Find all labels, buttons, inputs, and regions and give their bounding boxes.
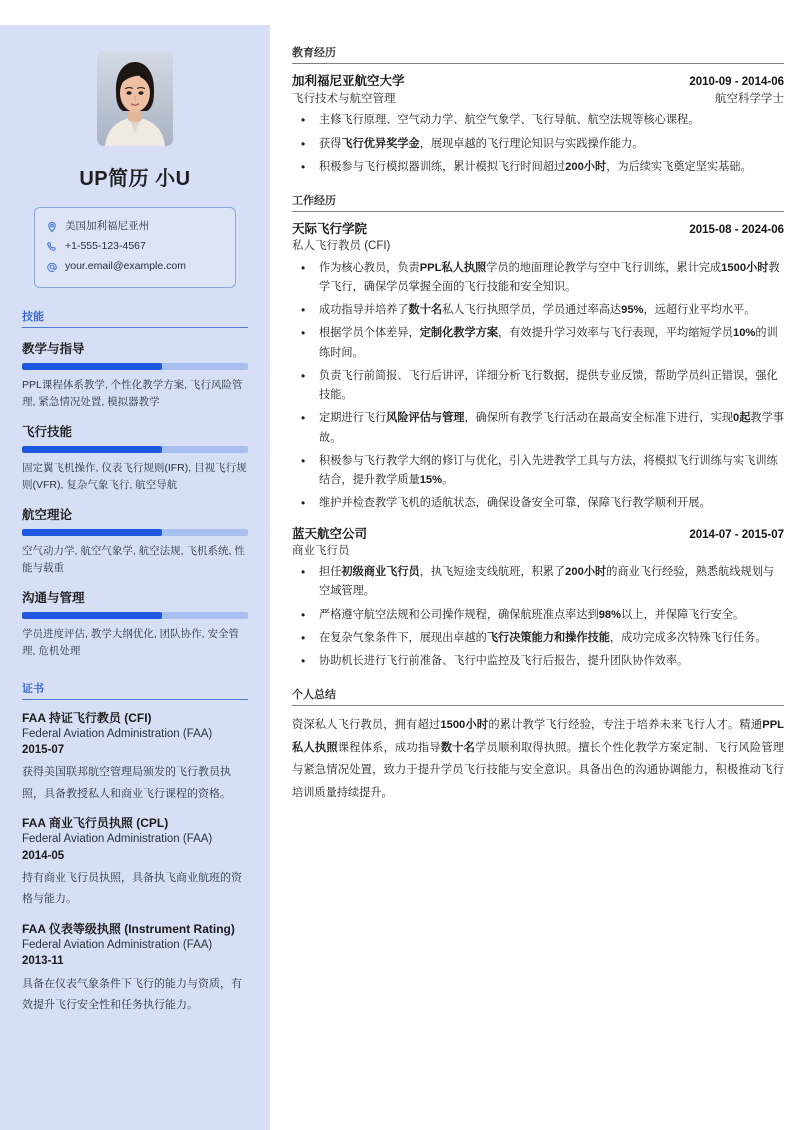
education-section-title: 教育经历	[292, 44, 784, 64]
certificate-description: 持有商业飞行员执照，具备执飞商业航班的资格与能力。	[22, 872, 242, 906]
degree-name: 航空科学学士	[715, 93, 784, 106]
skill-progress-fill	[22, 612, 162, 619]
contact-location-text: 美国加利福尼亚州	[65, 220, 149, 232]
bullet-item: • 定期进行飞行风险评估与管理，确保所有教学飞行活动在最高安全标准下进行，实现0起教学事故。	[292, 409, 784, 448]
certificates-section-title: 证书	[22, 680, 248, 700]
avatar	[97, 51, 173, 146]
education-date: 2010-09 - 2014-06	[689, 76, 784, 88]
job-title: 私人飞行教员 (CFI)	[292, 240, 391, 253]
skill-progress-fill	[22, 446, 162, 453]
skill-description: 固定翼飞机操作, 仪表飞行规则(IFR), 目视飞行规则(VFR), 复杂气象飞行, 航空导航	[22, 461, 247, 491]
certificate-org: Federal Aviation Administration (FAA)	[22, 727, 213, 740]
certificate-description: 具备在仪表气象条件下飞行的能力与资质，有效提升飞行安全性和任务执行能力。	[22, 977, 242, 1012]
contact-email[interactable]	[46, 257, 224, 277]
avatar-container	[22, 25, 248, 146]
skill-progress-fill	[22, 363, 162, 370]
summary-text: 资深私人飞行教员，拥有超过1500小时的累计教学飞行经验，专注于培养未来飞行人才。精通PPL私人执照课程体系，成功指导数十名学员顺利取得执照。擅长个性化教学方案定制、飞行风险管理与紧急情况处置，致力于提升学员飞行技能与安全意识。具备出色的沟通协调能力，积极推动飞行培训质量持续提升。	[292, 719, 784, 799]
certificate-item	[22, 710, 248, 806]
education-section	[292, 44, 784, 177]
bullet-item: • 维护并检查教学飞机的适航状态，确保设备安全可靠，保障飞行教学顺利开展。	[292, 494, 784, 513]
bullet-item: • 担任初级商业飞行员，执飞短途支线航班，积累了200小时的商业飞行经验，熟悉航线规划与空域管理。	[292, 563, 784, 602]
experience-entry-header	[292, 220, 784, 238]
skill-name: 教学与指导	[22, 341, 85, 356]
skill-progress-bar	[22, 363, 248, 370]
certificate-item	[22, 815, 248, 911]
experience-entry-header	[292, 525, 784, 543]
contact-phone-text: +1-555-123-4567	[65, 239, 146, 252]
portrait-photo-icon	[97, 51, 173, 146]
certificate-org: Federal Aviation Administration (FAA)	[22, 833, 213, 846]
company-name: 蓝天航空公司	[292, 526, 368, 541]
experience-entry	[292, 220, 784, 514]
certificate-name: FAA 商业飞行员执照 (CPL)	[22, 816, 169, 831]
certificate-name: FAA 持证飞行教员 (CFI)	[22, 710, 152, 725]
bullet-item: • 负责飞行前简报、飞行后讲评，详细分析飞行数据，提供专业反馈，帮助学员纠正错误，强化技能。	[292, 367, 784, 406]
experience-bullets	[292, 259, 784, 514]
education-entry-subheader	[292, 90, 784, 108]
certificate-item	[22, 921, 248, 1017]
certificate-name: FAA 仪表等级执照 (Instrument Rating)	[22, 921, 235, 936]
school-name: 加利福尼亚航空大学	[292, 74, 405, 88]
education-entry	[292, 72, 784, 177]
skill-progress-bar	[22, 612, 248, 619]
skill-description: PPL课程体系教学, 个性化教学方案, 飞行风险管理, 紧急情况处置, 模拟器教学	[22, 378, 243, 408]
skill-description: 学员进度评估, 教学大纲优化, 团队协作, 安全管理, 危机处理	[22, 627, 240, 657]
certificate-date: 2015-07	[22, 744, 65, 757]
skill-description: 空气动力学, 航空气象学, 航空法规, 飞机系统, 性能与载重	[22, 544, 245, 574]
major-name: 飞行技术与航空管理	[292, 93, 396, 106]
sidebar	[0, 25, 270, 1130]
contact-phone[interactable]	[46, 237, 224, 257]
bullet-item: • 成功指导并培养了数十名私人飞行执照学员，学员通过率高达95%，远超行业平均水平。	[292, 301, 784, 320]
company-name: 天际飞行学院	[292, 222, 368, 237]
skill-name: 沟通与管理	[22, 590, 85, 605]
skill-name: 航空理论	[22, 507, 73, 522]
skill-progress-fill	[22, 529, 162, 536]
contact-email-text: your.email@example.com	[65, 259, 186, 272]
experience-entry-subheader	[292, 238, 784, 255]
bullet-item: • 积极参与飞行模拟器训练，累计模拟飞行时间超过200小时，为后续实飞奠定坚实基础。	[292, 158, 784, 177]
bullet-item: • 主修飞行原理、空气动力学、航空气象学、飞行导航、航空法规等核心课程。	[292, 111, 784, 130]
bullet-item: • 获得飞行优异奖学金，展现卓越的飞行理论知识与实践操作能力。	[292, 135, 784, 154]
skill-item	[22, 505, 248, 577]
summary-section	[292, 686, 784, 804]
certificate-date: 2014-05	[22, 849, 65, 862]
experience-entry-subheader	[292, 543, 784, 560]
skill-name: 飞行技能	[22, 424, 73, 439]
certificate-date: 2013-11	[22, 955, 64, 968]
contact-box	[34, 207, 236, 288]
bullet-item: • 根据学员个体差异，定制化教学方案，有效提升学习效率与飞行表现，平均缩短学员10%的训练时间。	[292, 324, 784, 363]
bullet-item: • 在复杂气象条件下，展现出卓越的飞行决策能力和操作技能，成功完成多次特殊飞行任务。	[292, 629, 784, 648]
experience-bullets	[292, 563, 784, 671]
education-bullets	[292, 111, 784, 177]
at-email-icon	[46, 261, 58, 273]
experience-date: 2015-08 - 2024-06	[689, 224, 784, 237]
skill-progress-bar	[22, 529, 248, 536]
bullet-item: • 作为核心教员，负责PPL私人执照学员的地面理论教学与空中飞行训练，累计完成1500小时教学飞行，确保学员掌握全面的飞行技能和安全知识。	[292, 259, 784, 298]
summary-section-title: 个人总结	[292, 686, 784, 706]
experience-date: 2014-07 - 2015-07	[689, 528, 784, 541]
skill-item	[22, 422, 248, 494]
contact-location[interactable]	[46, 217, 224, 237]
phone-icon	[46, 241, 58, 253]
experience-section-title: 工作经历	[292, 192, 784, 212]
bullet-item: • 严格遵守航空法规和公司操作规程，确保航班准点率达到98%以上，并保障飞行安全。	[292, 606, 784, 625]
person-name: UP简历 小U	[79, 168, 191, 190]
certificate-description: 获得美国联邦航空管理局颁发的飞行教员执照，具备教授私人和商业飞行课程的资格。	[22, 766, 231, 800]
experience-section	[292, 192, 784, 671]
skill-progress-bar	[22, 446, 248, 453]
job-title: 商业飞行员	[292, 544, 350, 557]
skills-section-title: 技能	[22, 308, 248, 328]
bullet-item: • 协助机长进行飞行前准备、飞行中监控及飞行后报告，提升团队协作效率。	[292, 652, 784, 671]
main-content	[292, 44, 784, 819]
certificate-org: Federal Aviation Administration (FAA)	[22, 938, 213, 951]
bullet-item: • 积极参与飞行教学大纲的修订与优化，引入先进教学工具与方法，将模拟飞行训练与实飞训练结合，提升教学质量15%。	[292, 452, 784, 491]
education-entry-header	[292, 72, 784, 90]
location-pin-icon	[46, 221, 58, 233]
skill-item	[22, 588, 248, 660]
skill-item	[22, 339, 248, 411]
experience-entry	[292, 525, 784, 672]
